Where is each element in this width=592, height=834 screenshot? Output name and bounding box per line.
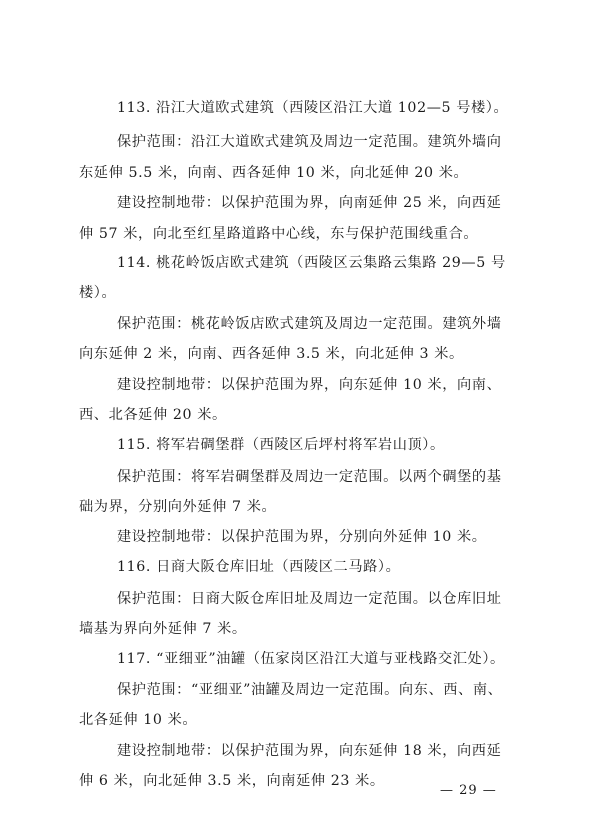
text-line: 墙基为界向外延伸 7 米。 <box>79 621 247 637</box>
text-line: 116. 日商大阪仓库旧址（西陵区二马路）。 <box>117 559 401 575</box>
text-line: 保护范围：将军岩碉堡群及周边一定范围。以两个碉堡的基 <box>117 469 502 485</box>
text-line: 保护范围：“亚细亚”油罐及周边一定范围。向东、西、南、 <box>117 682 503 698</box>
text-line: 建设控制地带：以保护范围为界，向南延伸 25 米，向西延 <box>117 195 502 211</box>
text-line: 向东延伸 2 米，向南、西各延伸 3.5 米，向北延伸 3 米。 <box>79 346 464 362</box>
text-line: 础为界，分别向外延伸 7 米。 <box>79 499 277 515</box>
text-line: 北各延伸 10 米。 <box>79 712 198 728</box>
text-line: 伸 57 米，向北至红星路道路中心线，东与保护范围线重合。 <box>79 226 479 242</box>
text-line: 楼）。 <box>79 285 117 301</box>
text-line: 114. 桃花岭饭店欧式建筑（西陵区云集路云集路 29—5 号 <box>117 255 506 271</box>
text-line: 117. “亚细亚”油罐（伍家岗区沿江大道与亚栈路交汇处）。 <box>117 651 505 667</box>
text-line: 保护范围：沿江大道欧式建筑及周边一定范围。建筑外墙向 <box>117 134 502 150</box>
text-line: 113. 沿江大道欧式建筑（西陵区沿江大道 102—5 号楼）。 <box>117 100 509 116</box>
text-line: 建设控制地带：以保护范围为界，向东延伸 10 米，向南、 <box>117 377 502 393</box>
text-line: 东延伸 5.5 米，向南、西各延伸 10 米，向北延伸 20 米。 <box>79 165 469 181</box>
text-line: 建设控制地带：以保护范围为界，分别向外延伸 10 米。 <box>117 529 487 545</box>
text-line: 115. 将军岩碉堡群（西陵区后坪村将军岩山顶）。 <box>117 437 445 453</box>
text-line: 保护范围：日商大阪仓库旧址及周边一定范围。以仓库旧址 <box>117 591 502 607</box>
text-line: 西、北各延伸 20 米。 <box>79 407 227 423</box>
text-line: 建设控制地带：以保护范围为界，向东延伸 18 米，向西延 <box>117 743 502 759</box>
text-line: 保护范围：桃花岭饭店欧式建筑及周边一定范围。建筑外墙 <box>117 316 502 332</box>
text-line: 伸 6 米，向北延伸 3.5 米，向南延伸 23 米。 <box>79 773 385 789</box>
page-number: — 29 — <box>440 783 497 798</box>
